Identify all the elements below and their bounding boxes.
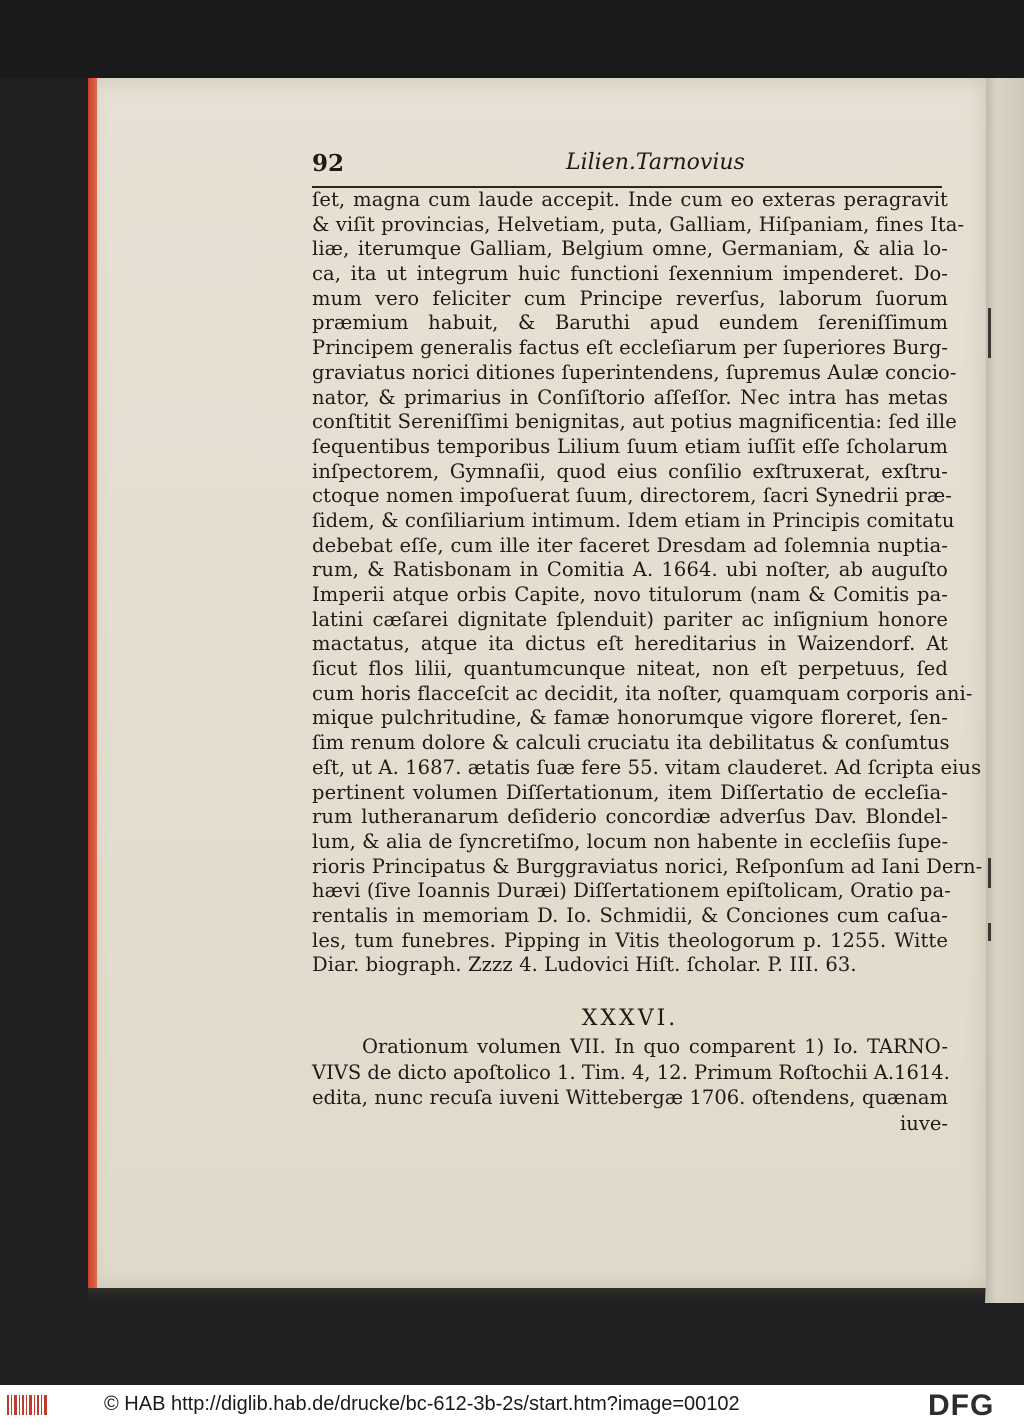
red-page-edge — [88, 78, 97, 1288]
text-line: lum, & alia de ſyncretiſmo, locum non habente in eccleſiis ſupe- — [312, 829, 949, 853]
running-head: Lilien.Tarnovius — [566, 150, 745, 175]
text-line: VIVS de dicto apoſtolico 1. Tim. 4, 12. Primum Roſtochii A.1614. — [312, 1060, 950, 1084]
text-line: ſet, magna cum laude accepit. Inde cum eo exteras peragravit — [312, 188, 948, 211]
text-line: mum vero feliciter cum Principe reverſus, laborum ſuorum — [312, 286, 948, 310]
text-line: conſtitit Sereniſſimi benignitas, aut potius magnificentia: ſed ille — [312, 410, 957, 434]
text-line: & viſit provincias, Helvetiam, puta, Galliam, Hiſpaniam, fines Ita- — [312, 212, 965, 236]
page-shadow — [88, 1288, 986, 1302]
text-line: pertinent volumen Diſſertationum, item Diſſertatio de eccleſia- — [312, 780, 948, 804]
scan-top-border — [0, 0, 1024, 78]
text-line: ſim renum dolore & calculi cruciatu ita debilitatus & conſumtus — [312, 731, 950, 755]
text-line: inſpectorem, Gymnaſii, quod eius conſilio exſtruxerat, exſtru- — [312, 459, 948, 483]
text-line: edita, nunc recuſa iuveni Wittebergæ 1706. oſtendens, quænam — [312, 1086, 948, 1109]
text-line: mactatus, atque ita dictus eſt hereditarius in Waizendorf. At — [312, 632, 948, 656]
text-line: ca, ita ut integrum huic functioni ſexennium impenderet. Do- — [312, 262, 948, 286]
text-line: nator, & primarius in Conſiſtorio aſſeſſor. Nec intra has metas — [312, 385, 948, 409]
text-line: liæ, iterumque Galliam, Belgium omne, Germaniam, & alia lo- — [312, 237, 948, 261]
text-line: Orationum volumen VII. In quo comparent 1) Io. TARNO- — [362, 1035, 948, 1058]
text-line: præmium habuit, & Baruthi apud eundem ſereniſſimum — [312, 311, 948, 335]
barcode-icon — [6, 1393, 48, 1417]
page-edge-mark — [988, 858, 991, 888]
text-line: rioris Principatus & Burggraviatus norici, Reſponſum ad Iani Dern- — [312, 854, 983, 878]
text-line: ſicut flos lilii, quantumcunque niteat, non eſt perpetuus, ſed — [312, 657, 948, 681]
body-text — [312, 188, 983, 978]
adjacent-page-edge — [985, 78, 1024, 1303]
viewer-footer — [0, 1385, 1024, 1425]
text-line: Imperii atque orbis Capite, novo titulorum (nam & Comitis pa- — [312, 583, 948, 606]
text-line: ſequentibus temporibus Lilium ſuum etiam iuſſit eſſe ſcholarum — [312, 434, 948, 458]
text-line: ctoque nomen impoſuerat ſuum, directorem, ſacri Synedrii præ- — [312, 484, 952, 508]
catchword: iuve- — [900, 1111, 948, 1135]
source-url[interactable]: © HAB http://diglib.hab.de/drucke/bc-612-3b-2s/start.htm?image=00102 — [104, 1393, 740, 1415]
dfg-logo: DFG — [928, 1389, 995, 1422]
text-line: cum horis flacceſcit ac decidit, ita noſter, quamquam corporis ani- — [312, 681, 973, 705]
page-number: 92 — [312, 150, 345, 177]
page-edge-mark — [988, 308, 991, 358]
page-header — [312, 150, 942, 186]
text-line: les, tum funebres. Pipping in Vitis theologorum p. 1255. Witte — [312, 928, 948, 952]
text-line: rum lutheranarum deſiderio concordiæ adverſus Dav. Blondel- — [312, 805, 948, 829]
text-line: mique pulchritudine, & famæ honorumque vigore floreret, ſen- — [312, 706, 948, 730]
text-line: hævi (ſive Ioannis Duræi) Diſſertationem epiſtolicam, Oratio pa- — [312, 879, 951, 903]
text-line: eſt, ut A. 1687. ætatis ſuæ fere 55. vitam clauderet. Ad ſcripta eius — [312, 755, 982, 779]
text-line: Diar. biograph. Zzzz 4. Ludovici Hiſt. ſcholar. P. III. 63. — [312, 953, 857, 977]
section-heading: XXXVI. — [581, 1006, 679, 1031]
text-line: debebat eſſe, cum ille iter faceret Dresdam ad ſolemnia nuptia- — [312, 533, 948, 557]
text-line: ſidem, & conſiliarium intimum. Idem etiam in Principis comitatu — [312, 508, 955, 532]
text-line: rentalis in memoriam D. Io. Schmidii, & Conciones cum caſua- — [312, 903, 948, 927]
page-edge-mark — [988, 923, 991, 941]
text-line: Principem generalis factus eſt eccleſiarum per ſuperiores Burg- — [312, 336, 949, 360]
text-line: rum, & Ratisbonam in Comitia A. 1664. ubi noſter, ab auguſto — [312, 558, 948, 582]
text-line: latini cæſarei dignitate ſplenduit) pariter ac inſignium honore — [312, 607, 948, 631]
text-line: graviatus norici ditiones ſuperintendens, ſupremus Aulæ concio- — [312, 360, 957, 384]
section-text — [312, 1034, 948, 1136]
